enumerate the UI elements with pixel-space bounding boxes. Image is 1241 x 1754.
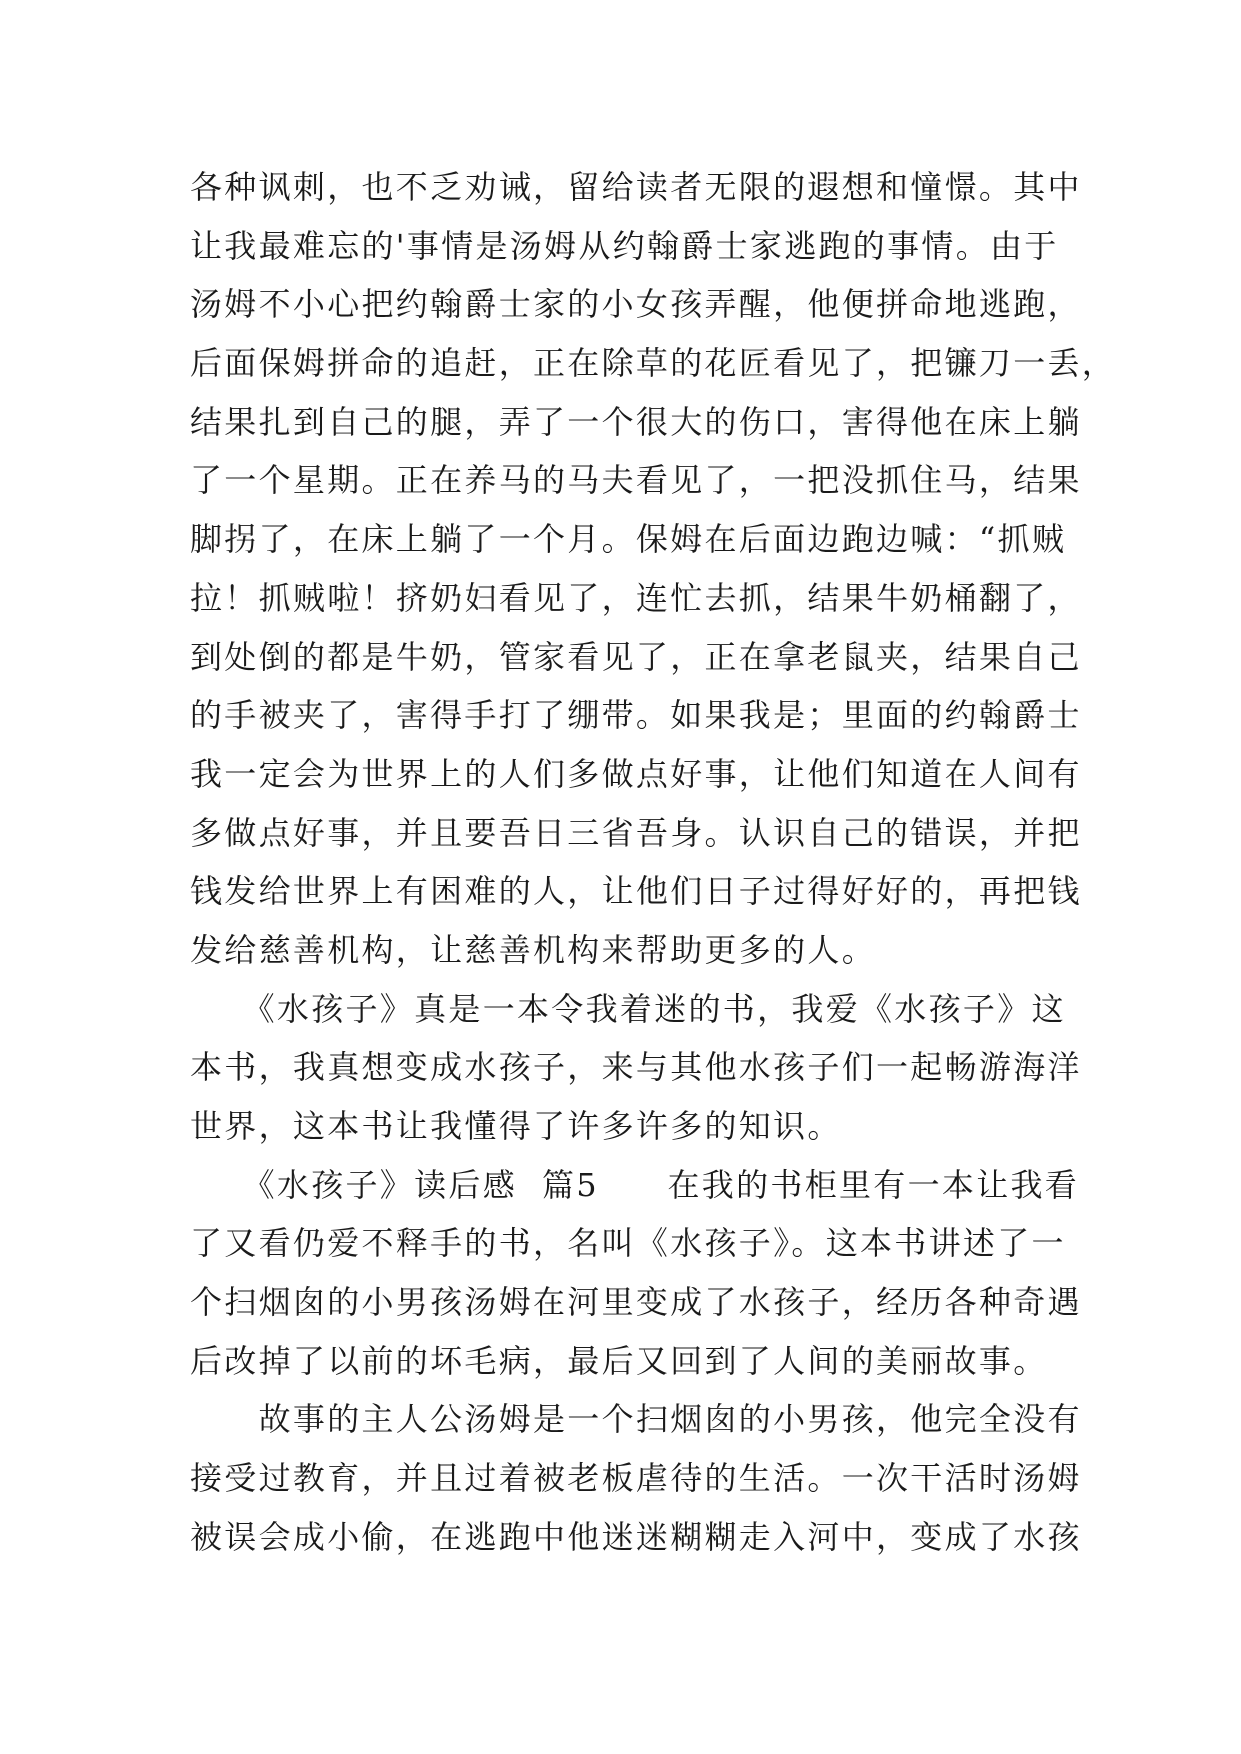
text-line: 了又看仍爱不释手的书，名叫《水孩子》。这本书讲述了一 [190, 1224, 1066, 1263]
text-line: 拉！抓贼啦！挤奶妇看见了，连忙去抓，结果牛奶桶翻了， [190, 578, 1082, 617]
text-line: 后改掉了以前的坏毛病，最后又回到了人间的美丽故事。 [190, 1341, 1048, 1380]
text-line: 《水孩子》读后感 篇5 在我的书柜里有一本让我看 [190, 1165, 1080, 1204]
text-line: 接受过教育，并且过着被老板虐待的生活。一次干活时汤姆 [190, 1459, 1082, 1498]
text-line: 钱发给世界上有困难的人，让他们日子过得好好的，再把钱 [190, 872, 1082, 911]
text-line: 的手被夹了，害得手打了绷带。如果我是；里面的约翰爵士 [190, 696, 1082, 735]
text-line: 我一定会为世界上的人们多做点好事，让他们知道在人间有 [190, 754, 1082, 793]
text-line: 发给慈善机构，让慈善机构来帮助更多的人。 [190, 930, 877, 969]
text-line: 多做点好事，并且要吾日三省吾身。认识自己的错误，并把 [190, 813, 1082, 852]
text-line: 故事的主人公汤姆是一个扫烟囱的小男孩，他完全没有 [190, 1400, 1082, 1439]
text-line: 让我最难忘的'事情是汤姆从约翰爵士家逃跑的事情。由于 [190, 226, 1059, 265]
text-line: 后面保姆拼命的追赶，正在除草的花匠看见了，把镰刀一丢， [190, 344, 1117, 383]
text-line: 个扫烟囱的小男孩汤姆在河里变成了水孩子，经历各种奇遇 [190, 1283, 1082, 1322]
text-line: 《水孩子》真是一本令我着迷的书，我爱《水孩子》这 [190, 989, 1066, 1028]
body-text [190, 158, 1117, 1567]
text-line: 到处倒的都是牛奶，管家看见了，正在拿老鼠夹，结果自己 [190, 637, 1082, 676]
text-line: 本书，我真想变成水孩子，来与其他水孩子们一起畅游海洋 [190, 1048, 1082, 1087]
text-line: 汤姆不小心把约翰爵士家的小女孩弄醒，他便拼命地逃跑， [190, 285, 1082, 324]
text-line: 被误会成小偷，在逃跑中他迷迷糊糊走入河中，变成了水孩 [190, 1517, 1082, 1556]
text-line: 脚拐了，在床上躺了一个月。保姆在后面边跑边喊：“抓贼 [190, 520, 1067, 559]
text-line: 世界，这本书让我懂得了许多许多的知识。 [190, 1107, 842, 1145]
text-line: 了一个星期。正在养马的马夫看见了，一把没抓住马，结果 [190, 461, 1082, 500]
text-line: 各种讽刺，也不乏劝诫，留给读者无限的遐想和憧憬。其中 [190, 168, 1082, 206]
text-line: 结果扎到自己的腿，弄了一个很大的伤口，害得他在床上躺 [190, 402, 1082, 441]
